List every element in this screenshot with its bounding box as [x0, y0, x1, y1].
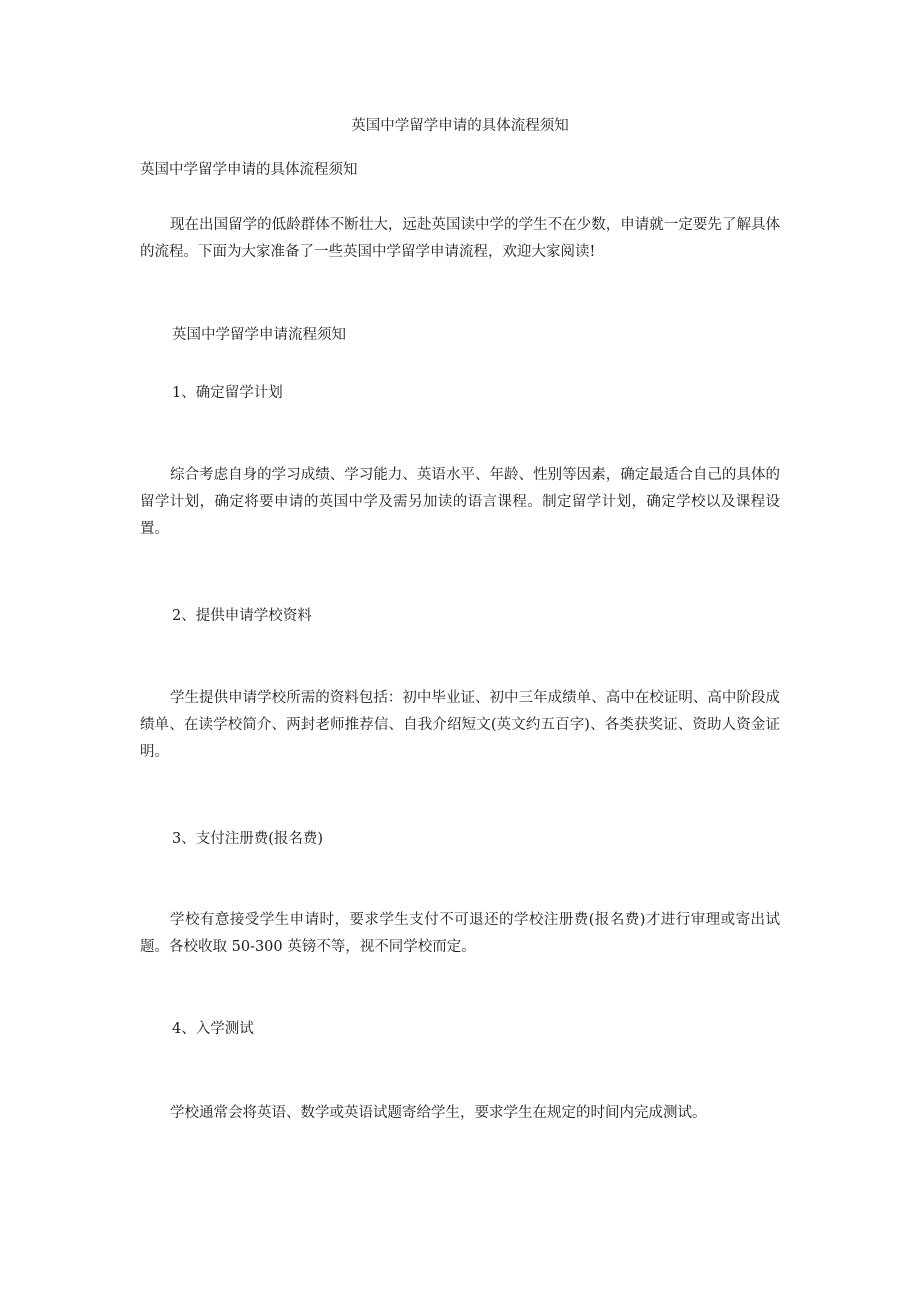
- intro-paragraph: 现在出国留学的低龄群体不断壮大，远赴英国读中学的学生不在少数，申请就一定要先了解具体的流程。下面为大家准备了一些英国中学留学申请流程，欢迎大家阅读!: [140, 217, 780, 260]
- step-4-heading: 4、入学测试: [172, 1021, 254, 1037]
- step-2-body: 学生提供申请学校所需的资料包括：初中毕业证、初中三年成绩单、高中在校证明、高中阶段成绩单、在读学校简介、两封老师推荐信、自我介绍短文(英文约五百字)、各类获奖证、资助人资金证明。: [140, 690, 780, 760]
- document-subtitle: 英国中学留学申请的具体流程须知: [140, 162, 358, 178]
- step-2-heading: 2、提供申请学校资料: [172, 608, 312, 624]
- section-heading: 英国中学留学申请流程须知: [172, 327, 346, 343]
- step-4-body: 学校通常会将英语、数学或英语试题寄给学生，要求学生在规定的时间内完成测试。: [170, 1105, 707, 1121]
- step-3-heading: 3、支付注册费(报名费): [172, 831, 324, 847]
- step-1-body: 综合考虑自身的学习成绩、学习能力、英语水平、年龄、性别等因素，确定最适合自己的具体的留学计划，确定将要申请的英国中学及需另加读的语言课程。制定留学计划，确定学校以及课程设置。: [140, 467, 780, 537]
- document-title: 英国中学留学申请的具体流程须知: [351, 118, 569, 134]
- step-1-heading: 1、确定留学计划: [172, 385, 283, 401]
- step-3-body: 学校有意接受学生申请时，要求学生支付不可退还的学校注册费(报名费)才进行审理或寄出试题。各校收取 50-300 英镑不等，视不同学校而定。: [140, 912, 780, 955]
